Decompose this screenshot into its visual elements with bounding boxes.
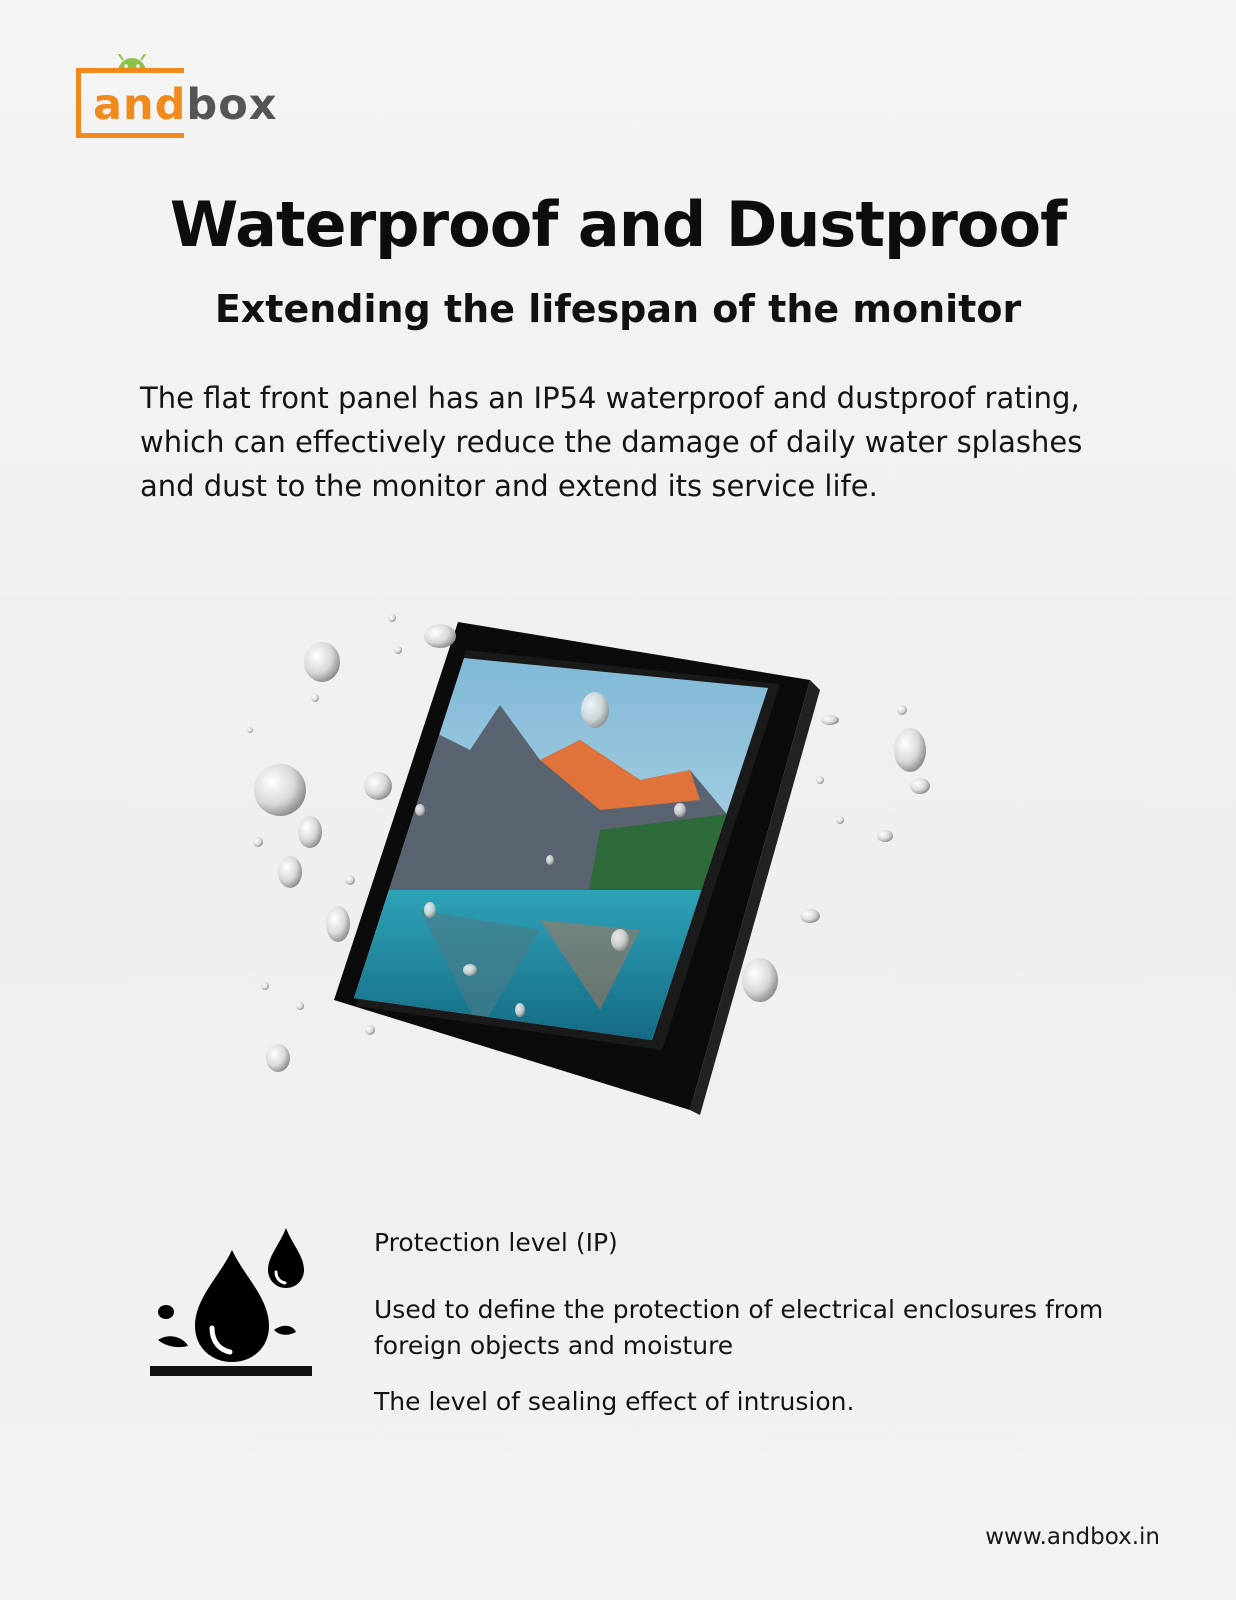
page-subtitle: Extending the lifespan of the monitor: [214, 287, 1022, 331]
website-link[interactable]: www.andbox.in: [985, 1524, 1160, 1550]
andbox-logo: [76, 54, 286, 146]
logo-text-rest: box: [186, 80, 278, 130]
monitor-with-water-drops-image: [220, 610, 980, 1130]
protection-heading: Protection level (IP): [374, 1228, 618, 1257]
logo-text-accent: and: [93, 80, 187, 130]
water-drops-icon: [150, 1228, 320, 1388]
description-paragraph: The flat front panel has an IP54 waterproof and dustproof rating, which can effectively reduce the damage of daily water splashes and dust to the monitor and extend its service life.: [140, 381, 1083, 503]
protection-sealing-text: The level of sealing effect of intrusion.: [374, 1387, 855, 1416]
page-title: Waterproof and Dustproof: [169, 188, 1067, 261]
protection-definition: Used to define the protection of electrical enclosures from foreign objects and moisture: [374, 1295, 1104, 1360]
logo-wordmark: [93, 80, 278, 130]
